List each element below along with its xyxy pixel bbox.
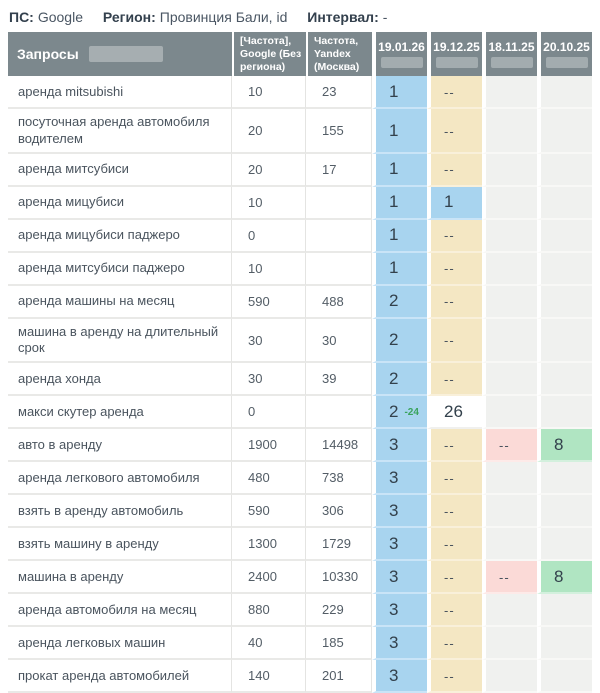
position-cell [482, 154, 537, 187]
position-cell [427, 528, 482, 561]
position-cell: 8 [537, 429, 592, 462]
position-cell [482, 363, 537, 396]
freq-google-cell: 0 [232, 220, 306, 253]
position-cell [427, 495, 482, 528]
redacted-blur [546, 57, 588, 68]
no-position-dash: -- [444, 437, 455, 453]
table-row [8, 462, 592, 495]
query-cell: посуточная аренда автомобиля водителем [8, 109, 232, 154]
freq-yandex-cell [306, 253, 372, 286]
position-cell [537, 253, 592, 286]
freq-google-cell: 40 [232, 627, 306, 660]
position-cell [427, 154, 482, 187]
table-row [8, 319, 592, 364]
position-cell [427, 462, 482, 495]
freq-yandex-cell: 14498 [306, 429, 372, 462]
no-position-dash: -- [444, 536, 455, 552]
position-cell [537, 109, 592, 154]
query-cell: аренда легковых машин [8, 627, 232, 660]
position-cell: 2 [372, 363, 427, 396]
table-row [8, 154, 592, 187]
query-cell: аренда mitsubishi [8, 76, 232, 109]
position-cell [482, 495, 537, 528]
redacted-blur [89, 46, 163, 62]
no-position-dash: -- [444, 635, 455, 651]
position-cell [427, 660, 482, 693]
freq-google-cell: 1900 [232, 429, 306, 462]
query-cell: машина в аренду [8, 561, 232, 594]
column-header-date-1[interactable] [372, 32, 427, 76]
query-cell: аренда митсубиси паджеро [8, 253, 232, 286]
position-cell [537, 627, 592, 660]
freq-yandex-cell [306, 396, 372, 429]
table-row [8, 627, 592, 660]
position-cell [427, 76, 482, 109]
position-cell: 3 [372, 660, 427, 693]
position-cell: 1 [427, 187, 482, 220]
column-header-date-2[interactable] [427, 32, 482, 76]
position-cell [537, 363, 592, 396]
position-cell [537, 594, 592, 627]
freq-yandex-cell: 201 [306, 660, 372, 693]
positions-table [8, 32, 592, 693]
column-header-queries[interactable] [8, 32, 232, 76]
freq-yandex-cell [306, 187, 372, 220]
position-cell: 3 [372, 495, 427, 528]
redacted-blur [381, 57, 423, 68]
freq-google-header-label: [Частота], Google (Без региона) [240, 35, 302, 73]
query-cell: прокат аренда автомобилей [8, 660, 232, 693]
position-cell [482, 76, 537, 109]
position-cell [427, 429, 482, 462]
redacted-blur [491, 57, 533, 68]
freq-google-cell: 10 [232, 253, 306, 286]
position-cell [482, 220, 537, 253]
header-row [8, 32, 592, 76]
table-row [8, 76, 592, 109]
position-cell [427, 109, 482, 154]
freq-yandex-cell: 738 [306, 462, 372, 495]
table-row [8, 286, 592, 319]
position-cell [537, 187, 592, 220]
date-header-label: 18.11.25 [488, 40, 535, 55]
query-cell: машина в аренду на длительный срок [8, 319, 232, 364]
freq-google-cell: 30 [232, 363, 306, 396]
freq-yandex-cell: 155 [306, 109, 372, 154]
no-position-dash: -- [444, 294, 455, 310]
region-label: Регион: [102, 9, 156, 25]
position-cell: 1 [372, 76, 427, 109]
no-position-dash: -- [444, 602, 455, 618]
position-cell [482, 109, 537, 154]
freq-google-cell: 880 [232, 594, 306, 627]
table-row [8, 253, 592, 286]
position-cell [427, 363, 482, 396]
position-cell: 1 [372, 109, 427, 154]
freq-yandex-cell [306, 220, 372, 253]
freq-yandex-cell: 1729 [306, 528, 372, 561]
freq-yandex-cell: 17 [306, 154, 372, 187]
query-cell: аренда машины на месяц [8, 286, 232, 319]
no-position-dash: -- [444, 162, 455, 178]
freq-google-cell: 10 [232, 76, 306, 109]
freq-google-cell: 590 [232, 286, 306, 319]
query-cell: аренда митсубиси [8, 154, 232, 187]
freq-yandex-cell: 229 [306, 594, 372, 627]
redacted-blur [436, 57, 478, 68]
interval-label: Интервал: [307, 9, 379, 25]
table-row [8, 495, 592, 528]
position-cell: 1 [372, 187, 427, 220]
no-position-dash: -- [499, 569, 510, 585]
position-cell: 8 [537, 561, 592, 594]
query-cell: авто в аренду [8, 429, 232, 462]
table-row [8, 561, 592, 594]
position-cell [427, 627, 482, 660]
no-position-dash: -- [444, 668, 455, 684]
query-cell: макси скутер аренда [8, 396, 232, 429]
position-cell [427, 319, 482, 364]
table-row [8, 396, 592, 429]
position-cell [537, 154, 592, 187]
table-row [8, 363, 592, 396]
table-row [8, 660, 592, 693]
position-cell: 3 [372, 429, 427, 462]
column-header-freq-google[interactable] [232, 32, 306, 76]
freq-yandex-cell: 30 [306, 319, 372, 364]
freq-yandex-cell: 39 [306, 363, 372, 396]
table-row [8, 429, 592, 462]
no-position-dash: -- [444, 84, 455, 100]
position-cell: 3 [372, 528, 427, 561]
table-row [8, 187, 592, 220]
position-cell: 2 -24 [372, 396, 427, 429]
date-header-label: 20.10.25 [543, 40, 590, 55]
freq-google-cell: 20 [232, 109, 306, 154]
position-cell [537, 495, 592, 528]
position-cell [427, 286, 482, 319]
position-cell: 1 [372, 154, 427, 187]
no-position-dash: -- [444, 333, 455, 349]
position-cell [482, 187, 537, 220]
position-cell [482, 253, 537, 286]
position-cell [482, 462, 537, 495]
position-cell: 2 [372, 286, 427, 319]
queries-header-label: Запросы [17, 46, 79, 63]
query-cell: аренда автомобиля на месяц [8, 594, 232, 627]
position-cell: 3 [372, 594, 427, 627]
position-cell [482, 319, 537, 364]
position-cell: 3 [372, 462, 427, 495]
no-position-dash: -- [444, 123, 455, 139]
freq-google-cell: 20 [232, 154, 306, 187]
table-row [8, 528, 592, 561]
position-cell [482, 396, 537, 429]
freq-google-cell: 10 [232, 187, 306, 220]
position-cell [427, 561, 482, 594]
table-body [8, 76, 592, 693]
freq-google-cell: 0 [232, 396, 306, 429]
position-cell [482, 561, 537, 594]
date-header-label: 19.12.25 [433, 40, 480, 55]
table-row [8, 109, 592, 154]
position-cell [482, 429, 537, 462]
position-cell: 1 [372, 220, 427, 253]
freq-yandex-cell: 10330 [306, 561, 372, 594]
position-cell [427, 594, 482, 627]
freq-google-cell: 140 [232, 660, 306, 693]
position-cell [537, 319, 592, 364]
position-cell [482, 660, 537, 693]
freq-yandex-cell: 23 [306, 76, 372, 109]
interval-value: - [382, 9, 388, 25]
freq-google-cell: 480 [232, 462, 306, 495]
position-cell [482, 286, 537, 319]
position-cell [482, 594, 537, 627]
position-cell [537, 660, 592, 693]
query-cell: взять машину в аренду [8, 528, 232, 561]
position-cell: 26 [427, 396, 482, 429]
region-value: Провинция Бали, id [159, 9, 288, 25]
table-row [8, 220, 592, 253]
column-header-date-3[interactable] [482, 32, 537, 76]
filter-summary-bar [0, 0, 600, 32]
position-cell [537, 286, 592, 319]
column-header-freq-yandex[interactable] [306, 32, 372, 76]
freq-yandex-cell: 306 [306, 495, 372, 528]
no-position-dash: -- [444, 261, 455, 277]
position-cell [537, 76, 592, 109]
column-header-date-4[interactable] [537, 32, 592, 76]
position-cell [427, 253, 482, 286]
freq-google-cell: 2400 [232, 561, 306, 594]
position-cell [427, 220, 482, 253]
date-header-label: 19.01.26 [378, 40, 425, 55]
position-cell: 3 [372, 561, 427, 594]
table-row [8, 594, 592, 627]
query-cell: аренда мицубиси паджеро [8, 220, 232, 253]
position-cell: 3 [372, 627, 427, 660]
freq-yandex-header-label: Частота, Yandex (Москва) [314, 35, 360, 73]
no-position-dash: -- [444, 503, 455, 519]
freq-yandex-cell: 185 [306, 627, 372, 660]
query-cell: аренда хонда [8, 363, 232, 396]
freq-yandex-cell: 488 [306, 286, 372, 319]
query-cell: аренда легкового автомобиля [8, 462, 232, 495]
search-engine-value: Google [37, 9, 83, 25]
query-cell: взять в аренду автомобиль [8, 495, 232, 528]
position-cell: 2 [372, 319, 427, 364]
position-cell: 1 [372, 253, 427, 286]
position-cell [482, 528, 537, 561]
no-position-dash: -- [444, 470, 455, 486]
position-cell [537, 396, 592, 429]
no-position-dash: -- [444, 228, 455, 244]
freq-google-cell: 590 [232, 495, 306, 528]
freq-google-cell: 30 [232, 319, 306, 364]
position-delta: -24 [404, 406, 419, 418]
no-position-dash: -- [444, 371, 455, 387]
position-cell [482, 627, 537, 660]
query-cell: аренда мицубиси [8, 187, 232, 220]
position-cell [537, 462, 592, 495]
no-position-dash: -- [444, 569, 455, 585]
position-cell [537, 220, 592, 253]
position-cell [537, 528, 592, 561]
no-position-dash: -- [499, 437, 510, 453]
search-engine-label: ПС: [9, 9, 34, 25]
freq-google-cell: 1300 [232, 528, 306, 561]
